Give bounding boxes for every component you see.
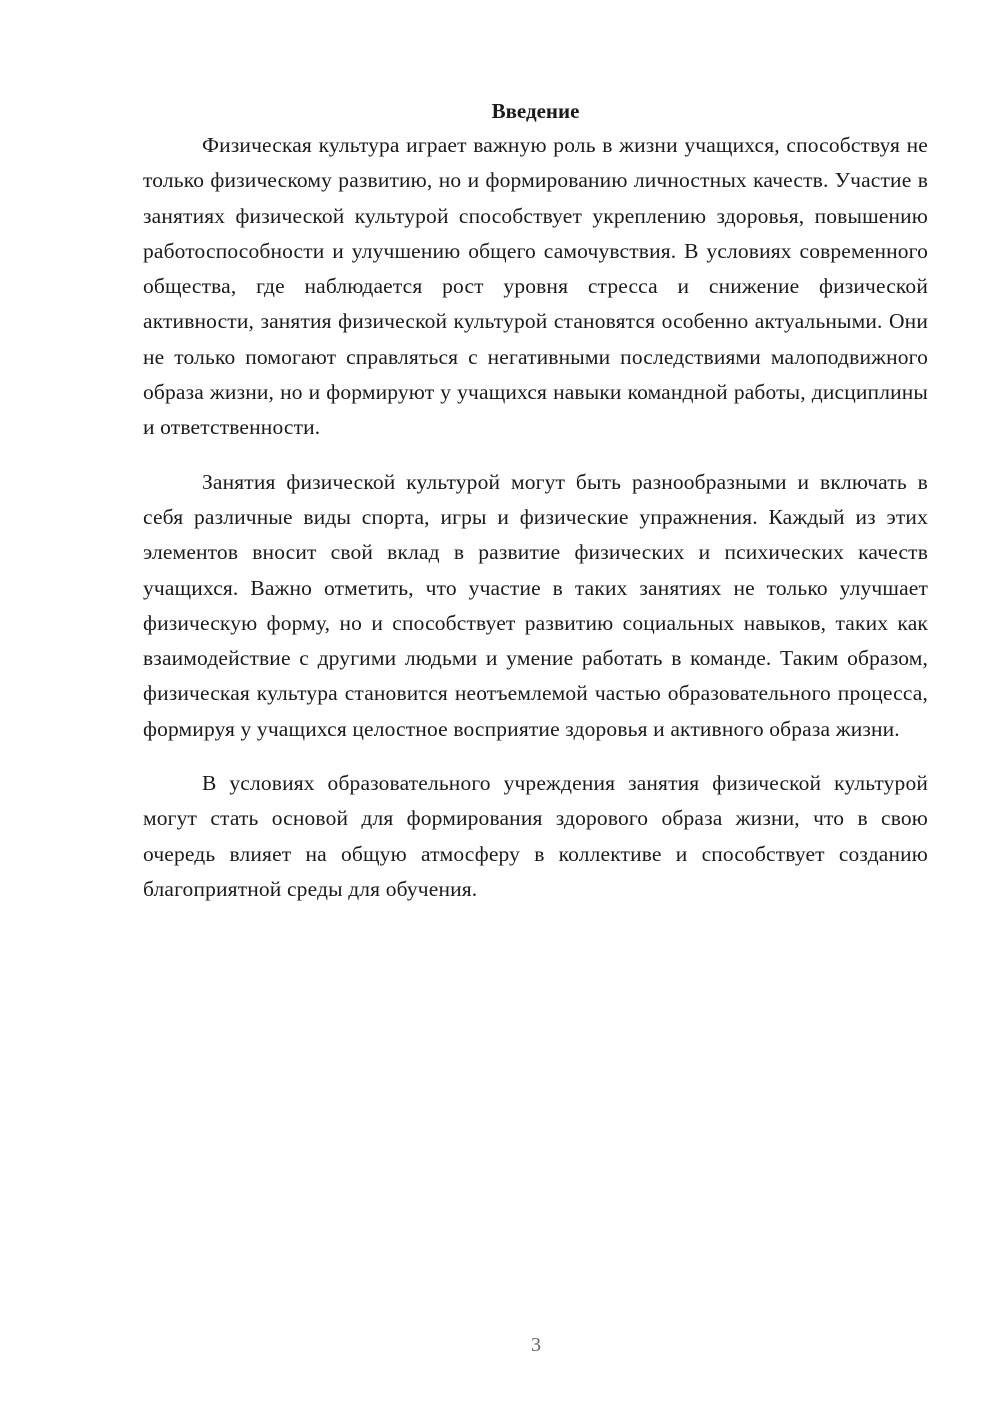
paragraph-2: Занятия физической культурой могут быть разнообразными и включать в себя различные виды спорта, игры и физические упражнения. Каждый из этих элементов вносит свой вклад в развитие физических и психических качеств учащихся. Важно отметить, что участие в таких занятиях не только улучшает физическую форму, но и способствует развитию социальных навыков, таких как взаимодействие с другими людьми и умение работать в команде. Таким образом, физическая культура становится неотъемлемой частью образовательного процесса, формируя у учащихся целостное восприятие здоровья и активного образа жизни. (143, 469, 928, 741)
paragraph-3: В условиях образовательного учреждения занятия физической культурой могут стать основой для формирования здорового образа жизни, что в свою очередь влияет на общую атмосферу в коллективе и способствует созданию благоприятной среды для обучения. (143, 771, 928, 901)
section-heading: Введение (491, 99, 580, 123)
page-number: 3 (531, 1334, 541, 1356)
paragraph-1: Физическая культура играет важную роль в жизни учащихся, способствуя не только физическому развитию, но и формированию личностных качеств. Участие в занятиях физической культурой способствует укреплению здоровья, повышению работоспособности и улучшению общего самочувствия. В условиях современного общества, где наблюдается рост уровня стресса и снижение физической активности, занятия физической культурой становятся особенно актуальными. Они не только помогают справляться с негативными последствиями малоподвижного образа жизни, но и формируют у учащихся навыки командной работы, дисциплины и ответственности. (143, 133, 928, 440)
page-content (143, 96, 928, 907)
